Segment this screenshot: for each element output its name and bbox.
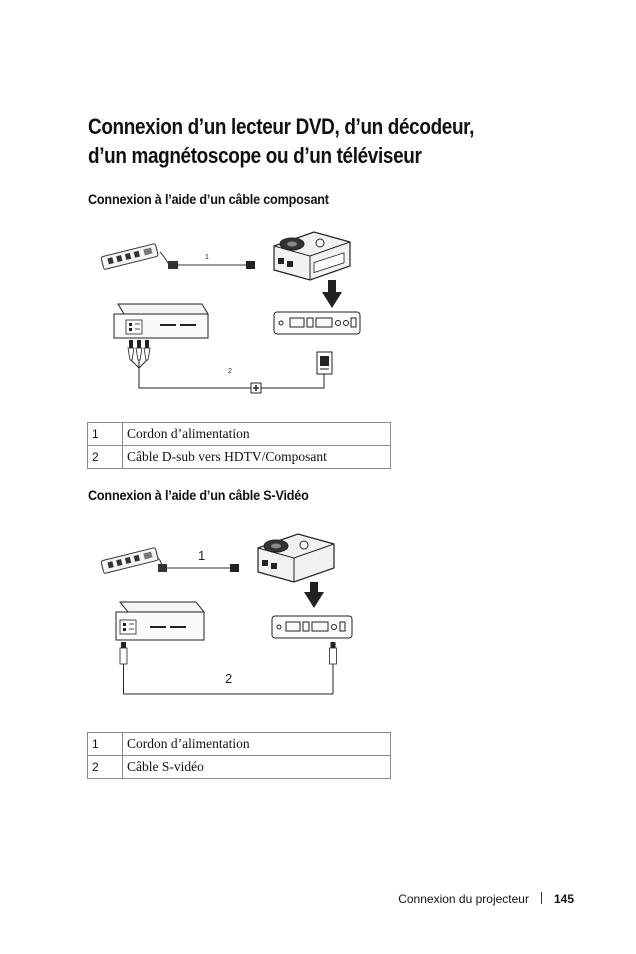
composant-connection-diagram (88, 228, 388, 400)
page-footer (398, 892, 574, 906)
table-row (88, 756, 391, 779)
legend-table-composant (87, 422, 391, 469)
legend-description: Cordon d’alimentation (123, 423, 391, 446)
power-strip-icon (101, 547, 158, 573)
table-row (88, 423, 391, 446)
footer-divider (541, 892, 542, 904)
callout-1: 1 (205, 254, 209, 261)
legend-description: Câble S-vidéo (123, 756, 391, 779)
page-title (88, 112, 518, 170)
projector-icon (274, 232, 350, 280)
legend-number: 1 (88, 733, 123, 756)
legend-description: Cordon d’alimentation (123, 733, 391, 756)
callout-2: 2 (228, 368, 232, 375)
dvd-player-icon (116, 602, 204, 640)
projector-connector-panel-icon (274, 312, 360, 334)
footer-section-name: Connexion du projecteur (398, 892, 529, 906)
page-number: 145 (553, 892, 574, 906)
legend-number: 2 (88, 446, 123, 469)
s-video-cable-icon (120, 642, 337, 694)
rca-plugs-icon (128, 340, 150, 368)
page-title-line-1: Connexion d’un lecteur DVD, d’un décodeur, (88, 114, 475, 139)
callout-2: 2 (225, 671, 233, 686)
component-cable-icon (139, 352, 332, 393)
legend-number: 2 (88, 756, 123, 779)
table-row (88, 446, 391, 469)
table-row (88, 733, 391, 756)
legend-description: Câble D-sub vers HDTV/Composant (123, 446, 391, 469)
power-strip-icon (101, 243, 158, 269)
projector-connector-panel-icon (272, 616, 352, 638)
legend-table-s-video (87, 732, 391, 779)
section-title-composant: Connexion à l’aide d’un câble composant (88, 191, 329, 207)
legend-number: 1 (88, 423, 123, 446)
callout-1: 1 (198, 548, 206, 563)
down-arrow-icon (304, 582, 324, 608)
section-title-s-video: Connexion à l’aide d’un câble S-Vidéo (88, 487, 309, 503)
dvd-player-icon (114, 304, 208, 338)
page-title-line-2: d’un magnétoscope ou d’un téléviseur (88, 143, 422, 168)
down-arrow-icon (322, 280, 342, 308)
s-video-connection-diagram (88, 528, 388, 704)
projector-icon (258, 534, 334, 582)
